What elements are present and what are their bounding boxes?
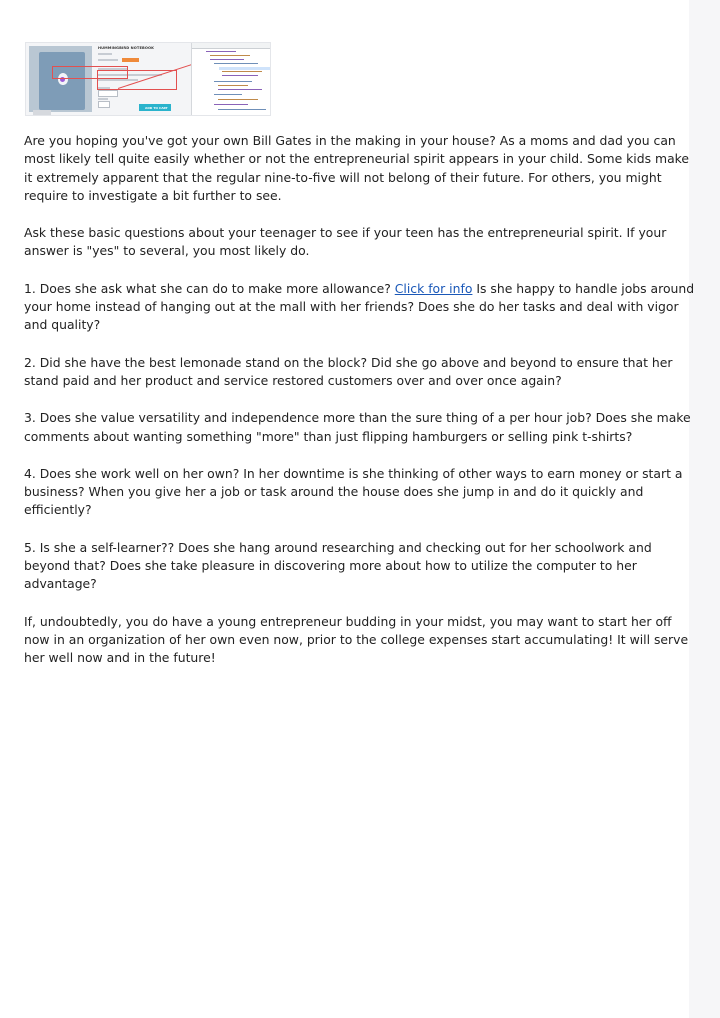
paragraph: Are you hoping you've got your own Bill Gates in the making in your house? As a moms and dad you can most likely tell quite easily whether or not the entrepreneurial spirit appears in your child. Some kids make it extremely apparent that the regular nine-to-five will not belong of their future. For others, you might require to investigate a bit further to see. bbox=[24, 133, 690, 203]
paragraph: If, undoubtedly, you do have a young entrepreneur budding in your midst, you may want to start her off now in an organization of her own even now, prior to the college expenses start accumulating! It will serve her well now and in the future! bbox=[24, 613, 689, 666]
code-line bbox=[218, 85, 248, 86]
code-line bbox=[218, 89, 262, 90]
shot-quantity-box bbox=[98, 101, 110, 108]
shot-text-line bbox=[98, 87, 110, 89]
shot-select-box bbox=[98, 90, 118, 97]
code-line bbox=[218, 99, 258, 100]
screenshot-product-title: HUMMINGBIRD NOTEBOOK bbox=[98, 46, 155, 50]
click-for-info-link[interactable]: Click for info bbox=[394, 280, 473, 296]
paragraph: 3. Does she value versatility and independence more than the sure thing of a per hour job? Does she make comments about wanting something "more" than just flipping hamburgers or selling pink t-shirts? bbox=[24, 410, 691, 444]
code-line bbox=[214, 81, 252, 82]
code-line bbox=[218, 109, 266, 110]
screenshot-image bbox=[25, 42, 271, 116]
paragraph-text: 1. Does she ask what she can do to make more allowance? bbox=[24, 280, 395, 296]
paragraph-text: Is she happy to handle jobs around your home instead of hanging out at the mall with her friends? Does she do her tasks and deal with vigor and quality? bbox=[24, 280, 695, 333]
code-line bbox=[210, 55, 250, 56]
thumbnail-strip bbox=[33, 110, 51, 115]
code-line bbox=[222, 71, 262, 72]
code-line bbox=[214, 94, 242, 95]
paragraph: Ask these basic questions about your teenager to see if your teen has the entrepreneurial spirit. If your answer is "yes" to several, you most likely do. bbox=[24, 225, 667, 259]
devtools-highlight-box bbox=[52, 66, 128, 79]
paragraph: 2. Did she have the best lemonade stand on the block? Did she go above and beyond to ensure that her stand paid and her product and service restored customers over and over once again? bbox=[24, 354, 673, 388]
paragraph bbox=[24, 280, 698, 335]
code-line bbox=[206, 51, 236, 52]
code-line bbox=[222, 75, 258, 76]
shot-text-line bbox=[98, 98, 108, 100]
paragraph: 5. Is she a self-learner?? Does she hang around researching and checking out for her schoolwork and beyond that? Does she take pleasure in discovering more about how to utilize the computer to her advantage? bbox=[24, 539, 652, 592]
shot-text-line bbox=[98, 53, 112, 55]
paragraph: 4. Does she work well on her own? In her downtime is she thinking of other ways to earn money or start a business? When you give her a job or task around the house does she jump in and do it quickly and efficiently? bbox=[24, 465, 683, 518]
product-image bbox=[29, 46, 92, 112]
devtools-panel bbox=[191, 43, 271, 115]
code-selected-line bbox=[219, 67, 271, 70]
devtools-tabs bbox=[192, 43, 271, 49]
article-body bbox=[24, 132, 698, 687]
code-line bbox=[210, 59, 244, 60]
code-line bbox=[214, 104, 248, 105]
shot-text-line bbox=[98, 59, 118, 61]
shot-cart-label: ADD TO CART bbox=[145, 105, 168, 110]
code-line bbox=[214, 63, 258, 64]
shot-price-tag bbox=[122, 58, 139, 62]
